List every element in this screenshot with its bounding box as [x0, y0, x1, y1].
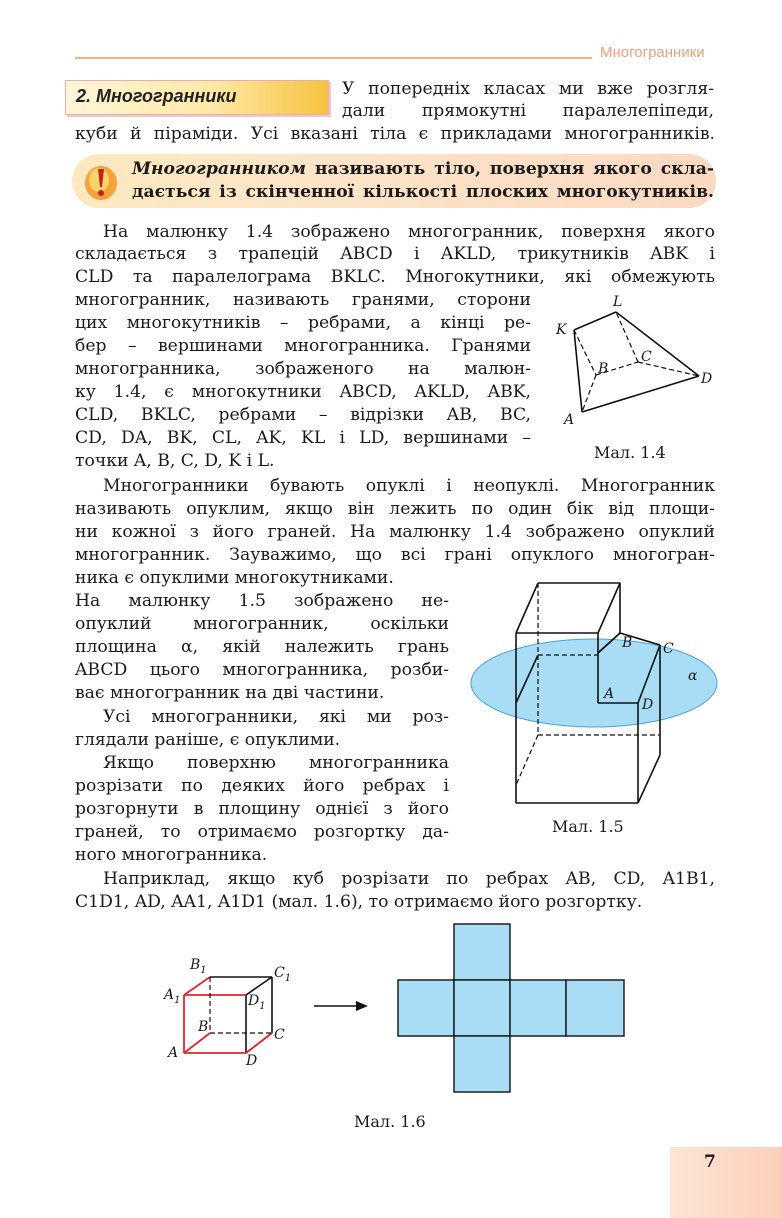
vertex-label: C [274, 1027, 285, 1043]
exclamation-icon [82, 160, 120, 202]
para5-line: C1D1, AD, AA1, A1D1 (мал. 1.6), то отримаємо його розгортку. [75, 892, 643, 912]
para2-line: ABCD цього многогранника, розби- [75, 660, 449, 680]
vertex-label: C [641, 349, 652, 365]
para1-line: многогранника, зображеного на малюн- [75, 359, 531, 379]
para2-line: На малюнку 1.5 зображено не- [75, 591, 449, 611]
para1-line: точки A, B, C, D, K і L. [75, 451, 275, 471]
para4-line: розрізати по деяких його ребрах і [75, 776, 449, 796]
net-face [566, 980, 624, 1036]
vertex-label: K [556, 322, 567, 338]
definition-text: називають тіло, поверхня якого скла- [305, 159, 714, 179]
para5-line: Наприклад, якщо куб розрізати по ребрах AB, CD, A1B1, [103, 869, 715, 889]
arrow-right-icon [312, 998, 372, 1014]
vertex-label: A [604, 686, 615, 702]
figure-1-6-cube [160, 955, 300, 1070]
para3-line: Усі многогранники, які ми роз- [103, 707, 449, 727]
intro-line: куби й піраміди. Усі вказані тіла є прикладами многогранників. [75, 124, 715, 144]
header-rule [75, 57, 592, 59]
plane-label: α [688, 668, 698, 684]
chapter-title: Многогранники [600, 44, 705, 61]
vertex-label: B [622, 635, 633, 651]
figure-1-4 [550, 290, 725, 435]
vertex-label: $C_1$ [274, 965, 292, 984]
para2-line: називають опуклим, якщо він лежить по один бік від площи- [75, 499, 715, 519]
para2-line: ника є опуклими многокутниками. [75, 568, 394, 588]
vertex-label: $A_1$ [164, 987, 181, 1006]
para4-line: розгорнути в площину однієї з його [75, 799, 449, 819]
intro-line: дали прямокутні паралелепіпеди, [342, 101, 714, 121]
para1-line: цих многокутників – ребрами, а кінці ре- [75, 313, 531, 333]
intro-line: У попередніх класах ми вже розгля- [342, 79, 714, 99]
para1-line: CLD, BKLC, ребрами – відрізки AB, BC, [75, 405, 531, 425]
para1-line: многогранник, називають гранями, сторони [75, 290, 531, 310]
vertex-label: B [598, 361, 609, 377]
vertex-label: B [198, 1019, 209, 1035]
net-face [398, 980, 454, 1036]
para1-line: На малюнку 1.4 зображено многогранник, поверхня якого [103, 222, 715, 242]
para3-line: глядали раніше, є опуклими. [75, 730, 341, 750]
vertex-label: D [246, 1053, 258, 1069]
para2-line: ни кожної з його граней. На малюнку 1.4 зображено опуклий [75, 522, 715, 542]
para1-line: бер – вершинами многогранника. Гранями [75, 336, 531, 356]
vertex-label: A [168, 1045, 179, 1061]
para4-line: Якщо поверхню многогранника [103, 753, 449, 773]
net-face [454, 924, 510, 980]
para4-line: граней, то отримаємо розгортку да- [75, 822, 449, 842]
vertex-label: A [564, 412, 575, 428]
para2-line: многогранник. Зауважимо, що всі грані опуклого многогран- [75, 545, 715, 565]
para1-line: CD, DA, BK, CL, AK, KL і LD, вершинами – [75, 428, 531, 448]
figure-caption: Мал. 1.5 [552, 817, 624, 836]
definition-line [132, 158, 714, 181]
figure-1-5 [470, 575, 720, 815]
para2-line: ває многогранник на дві частини. [75, 683, 385, 703]
page-number: 7 [704, 1152, 716, 1172]
vertex-label: L [613, 294, 623, 310]
figure-caption: Мал. 1.4 [594, 443, 666, 462]
net-face [454, 1036, 510, 1092]
para2-line: площина α, якій належить грань [75, 637, 449, 657]
figure-1-6-net [396, 922, 628, 1094]
definition-line: дається із скінченної кількості плоских многокутників. [132, 182, 714, 202]
para1-line: складається з трапецій ABCD і AKLD, трикутників ABK і [75, 244, 715, 264]
vertex-label: C [663, 641, 674, 657]
vertex-label: $D_1$ [248, 993, 266, 1012]
para2-line: Многогранники бувають опуклі і неопуклі. Многогранник [103, 476, 715, 496]
definition-term: Многогранником [132, 159, 306, 179]
section-title: 2. Многогранники [76, 86, 237, 106]
para1-line: ку 1.4, є многокутники ABCD, AKLD, ABK, [75, 382, 531, 402]
vertex-label: D [642, 697, 654, 713]
net-face [454, 980, 510, 1036]
para2-line: опуклий многогранник, оскільки [75, 614, 449, 634]
vertex-label: D [701, 371, 713, 387]
net-face [510, 980, 566, 1036]
para1-line: CLD та паралелограма BKLC. Многокутники, які обмежують [75, 267, 715, 287]
figure-caption: Мал. 1.6 [354, 1112, 426, 1131]
vertex-label: $B_1$ [190, 957, 207, 976]
para4-line: ного многогранника. [75, 845, 268, 865]
page-number-tab [670, 1147, 782, 1218]
